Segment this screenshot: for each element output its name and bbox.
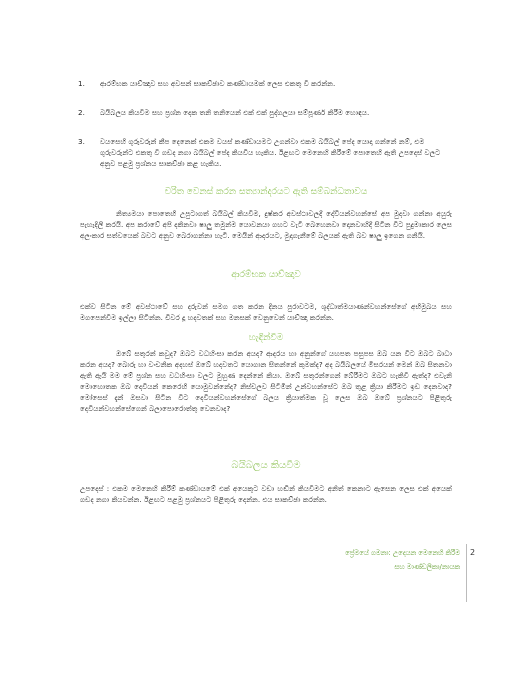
section-heading-opening-prayer: ආරම්භක යාච්ඤාව bbox=[231, 270, 301, 280]
character-paragraph: නිත්‍යමයා පොතෙහි උපුටාගත් බයිබල් කියවීම, දුෂ්කර අවස්ථාවලදී දේවියන්වහන්සේ අප මුදවා ගන්නා අයුරු පැහැදිලි කරයි. අප කරාවේ අපි දකිනවා ෂාලු තමුන්ම යොවනයා ගහට වැටී බෙහෙනවා දොනවාහිදී සිටින විට පුදුමාකාර ලෙස අලංකාර සත්වයෙක් බවට අනුව බෙරාගන්නා හැටි. මෙයින් ආදරයට, මුදාගැනීමේ බලයක් ඇති බව ෂාලු ඉගෙන ගනියි. bbox=[80, 209, 452, 240]
footer-line-2: සහ මාණ්ඩලිකා/නායක bbox=[394, 563, 460, 571]
list-number: 1. bbox=[78, 79, 85, 88]
list-item bbox=[78, 78, 448, 89]
footer-divider bbox=[466, 544, 467, 602]
opening-prayer-paragraph: එක්ව සිටින මේ අවස්ථාවේ සහ දරුවන් සමග ගත කරන දිනය පුරාවටම, ශුද්ධාත්මයාණන්වහන්සේගේ අභිමුඛය සහ මගපෙන්වීම ඉල්ලා සිටින්න. චිවර දූ හදවතක් සහ මනසක් වෙනුවෙන් යාච්ඤා කරන්න. bbox=[80, 302, 452, 322]
page-number: 2 bbox=[470, 548, 476, 557]
footer-title bbox=[340, 546, 460, 574]
section-heading-character: චරිත වෙනස් කරන සත්‍යාන්දරයට ඇති සම්බන්ධතාවය bbox=[164, 187, 368, 197]
bible-reading-paragraph: උපදෙස් : එකම මෙනෙහි කිරීම් කණ්ඩායමේ එක් අයෙකුට වඩා හඬින් කියවීමට අනිත් කෙනාට ඇසෙන ලෙස එක් අයෙක් ගඩද නගා කියවන්න. ඊළඟට පළමු ප්‍රශ්නයට පිළිතුරු දෙන්න. එය සාකච්ඡා කරන්න. bbox=[80, 484, 452, 504]
list-item bbox=[78, 107, 448, 118]
list-number: 2. bbox=[78, 108, 85, 117]
section-heading-bible-reading: බයිබලය කියවීම bbox=[231, 460, 301, 471]
footer-line-1: ප්‍රේමයේ ගමනා: උද‍ෙයන මෙනෙහි කිරීම bbox=[345, 549, 460, 557]
reflection-paragraph: ඔබේ සතුරන් කවුද? ඔබට වධහිංසා කරන අයද? ආදරය හා අනුන්ගේ යහපත පසුපස ඔබ යන විට ඔබට බාධා කරන අයද? බොරු හා වංචනික අදහස් ඔබේ හදවතට යොගාන සිතන්නේ කුමක්ද? අද බයිබලයේ මිසරයන් මෙන් ඔබ සිතනවා ඇති ඇයි මම මේ ප්‍රශ්න සහ වධහිංසා වලට මුහුණ දෙන්නේ කියා. ඔබේ සතුරන්ගෙන් බේරීමට ඔබට හැකිවී ඇත්ද? එවැනි මොහොතක ඔබ දෙවියන් කෙරෙහි යොමුවන්නේද? නිස්චලව සිටීමින් උන්වහන්සේට ඔබ තුළ ක්‍රියා කිරීමට ඉඩ දෙනවාද? මෝසෙස් දැන් ඔසවා සිටින විට දෙවියන්වහන්සේගේ බලය ක්‍රියාත්මක වූ ලෙස ඔබ ඔබේ ප්‍රශ්නයට පිළිතුරු දෙවියන්වහන්සේගෙන් බලාපොරොත්තු වෙනවාද? bbox=[80, 349, 452, 413]
list-text: බයිබලය කියවීම සහ ප්‍රශ්න දෙක තනි තනියෙන් එක් එක් පුද්ගලයා සම්පූර්ණ කිරීම හොඳය. bbox=[100, 108, 370, 117]
list-text: ආරම්භක යාච්ඤාව සහ අවසන් සාකච්ඡාව කණ්ඩායමක් ලෙස එකතු වී කරන්න. bbox=[100, 79, 336, 88]
instruction-list bbox=[78, 78, 448, 187]
list-text: වයසෙහි ගුරුවරුන් කීප දෙනෙක් එකම වයස් කණ්ඩායමට උගන්වා එකම බයිබල් පේද යොදා ගන්නේ නම්, එම ගුරුවරුන්ට එකතු වී ගඩද නගා බයිබල් පේද කියවිය හැකිය. ඊළඟට මෙනෙහි කිරීමේ පොතෙහි ඇති උපදෙස් වලට අනුව පළමු ප්‍රශ්නය සාකච්ඡා කළ හැකිය. bbox=[100, 137, 441, 168]
section-heading-reflection: හැඳින්වීම bbox=[248, 333, 284, 343]
list-number: 3. bbox=[78, 137, 85, 146]
list-item bbox=[78, 136, 448, 169]
